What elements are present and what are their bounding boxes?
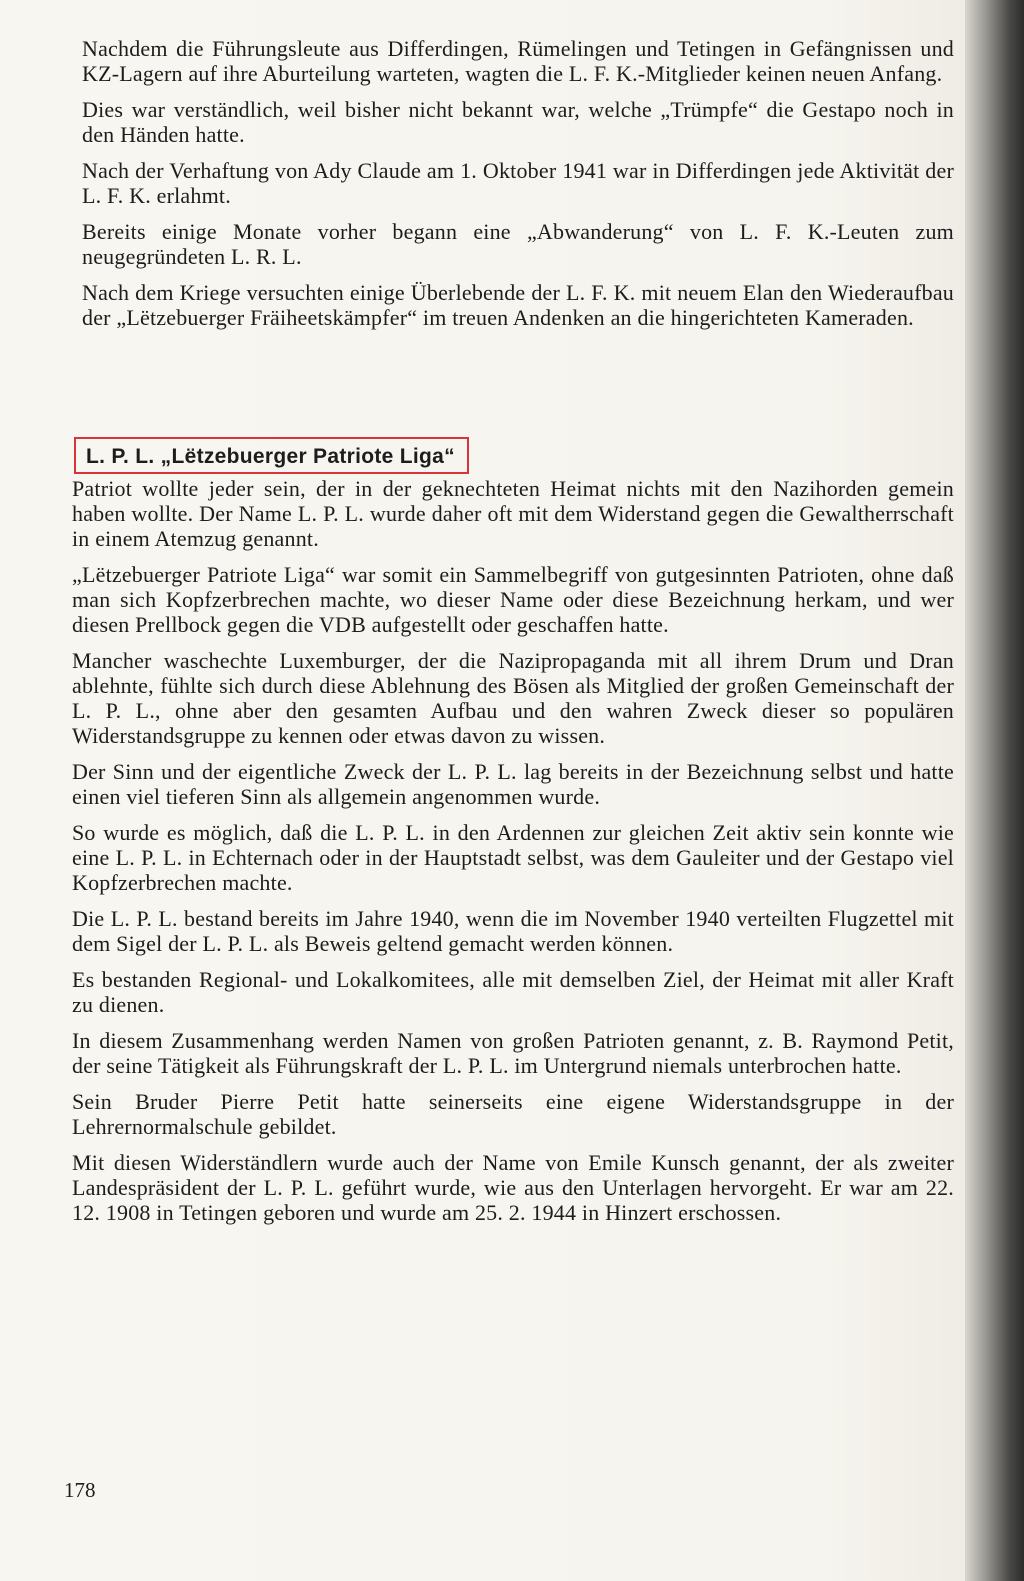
paragraph: Nach dem Kriege versuchten einige Überlebende der L. F. K. mit neuem Elan den Wiederaufbau der „Lëtzebuerger Fräiheetskämpfer“ im treuen Andenken an die hingerichteten Kameraden. xyxy=(82,280,954,330)
book-gutter-shadow xyxy=(965,0,1024,1581)
paragraph: Bereits einige Monate vorher begann eine „Abwanderung“ von L. F. K.-Leuten zum neugegründeten L. R. L. xyxy=(82,219,954,269)
page-number: 178 xyxy=(64,1478,96,1502)
paragraph: Nach der Verhaftung von Ady Claude am 1. Oktober 1941 war in Differdingen jede Aktivität der L. F. K. erlahmt. xyxy=(82,158,954,208)
page-content xyxy=(64,36,954,1236)
section-title: L. P. L. „Lëtzebuerger Patriote Liga“ xyxy=(74,437,469,474)
text-block-top xyxy=(64,36,954,330)
paragraph: „Lëtzebuerger Patriote Liga“ war somit ein Sammelbegriff von gutgesinnten Patrioten, ohne daß man sich Kopfzerbrechen machte, wo dieser Name oder diese Bezeichnung herkam, und wer diesen Prellbock gegen die VDB aufgestellt oder geschaffen hatte. xyxy=(72,562,954,637)
paragraph: In diesem Zusammenhang werden Namen von großen Patrioten genannt, z. B. Raymond Petit, der seine Tätigkeit als Führungskraft der L. P. L. im Untergrund niemals unterbrochen hatte. xyxy=(72,1028,954,1078)
paragraph: Patriot wollte jeder sein, der in der geknechteten Heimat nichts mit den Nazihorden gemein haben wollte. Der Name L. P. L. wurde daher oft mit dem Widerstand gegen die Gewaltherrschaft in einem Atemzug genannt. xyxy=(72,476,954,551)
paragraph: Sein Bruder Pierre Petit hatte seinerseits eine eigene Widerstandsgruppe in der Lehrernormalschule gebildet. xyxy=(72,1089,954,1139)
paragraph: Dies war verständlich, weil bisher nicht bekannt war, welche „Trümpfe“ die Gestapo noch in den Händen hatte. xyxy=(82,97,954,147)
text-block-bottom xyxy=(64,476,954,1225)
paragraph: Mancher waschechte Luxemburger, der die Nazipropaganda mit all ihrem Drum und Dran ablehnte, fühlte sich durch diese Ablehnung des Bösen als Mitglied der großen Gemeinschaft der L. P. L., ohne aber den gesamten Aufbau und den wahren Zweck dieser so populären Widerstandsgruppe zu kennen oder etwas davon zu wissen. xyxy=(72,648,954,748)
paragraph: Mit diesen Widerständlern wurde auch der Name von Emile Kunsch genannt, der als zweiter Landespräsident der L. P. L. geführt wurde, wie aus den Unterlagen hervorgeht. Er war am 22. 12. 1908 in Tetingen geboren und wurde am 25. 2. 1944 in Hinzert erschossen. xyxy=(72,1150,954,1225)
paragraph: Es bestanden Regional- und Lokalkomitees, alle mit demselben Ziel, der Heimat mit aller Kraft zu dienen. xyxy=(72,967,954,1017)
paragraph: Die L. P. L. bestand bereits im Jahre 1940, wenn die im November 1940 verteilten Flugzettel mit dem Sigel der L. P. L. als Beweis geltend gemacht werden können. xyxy=(72,906,954,956)
paragraph: Nachdem die Führungsleute aus Differdingen, Rümelingen und Tetingen in Gefängnissen und KZ-Lagern auf ihre Aburteilung warteten, wagten die L. F. K.-Mitglieder keinen neuen Anfang. xyxy=(82,36,954,86)
paragraph: So wurde es möglich, daß die L. P. L. in den Ardennen zur gleichen Zeit aktiv sein konnte wie eine L. P. L. in Echternach oder in der Hauptstadt selbst, was dem Gauleiter und der Gestapo viel Kopfzerbrechen machte. xyxy=(72,820,954,895)
paragraph: Der Sinn und der eigentliche Zweck der L. P. L. lag bereits in der Bezeichnung selbst und hatte einen viel tieferen Sinn als allgemein angenommen wurde. xyxy=(72,759,954,809)
